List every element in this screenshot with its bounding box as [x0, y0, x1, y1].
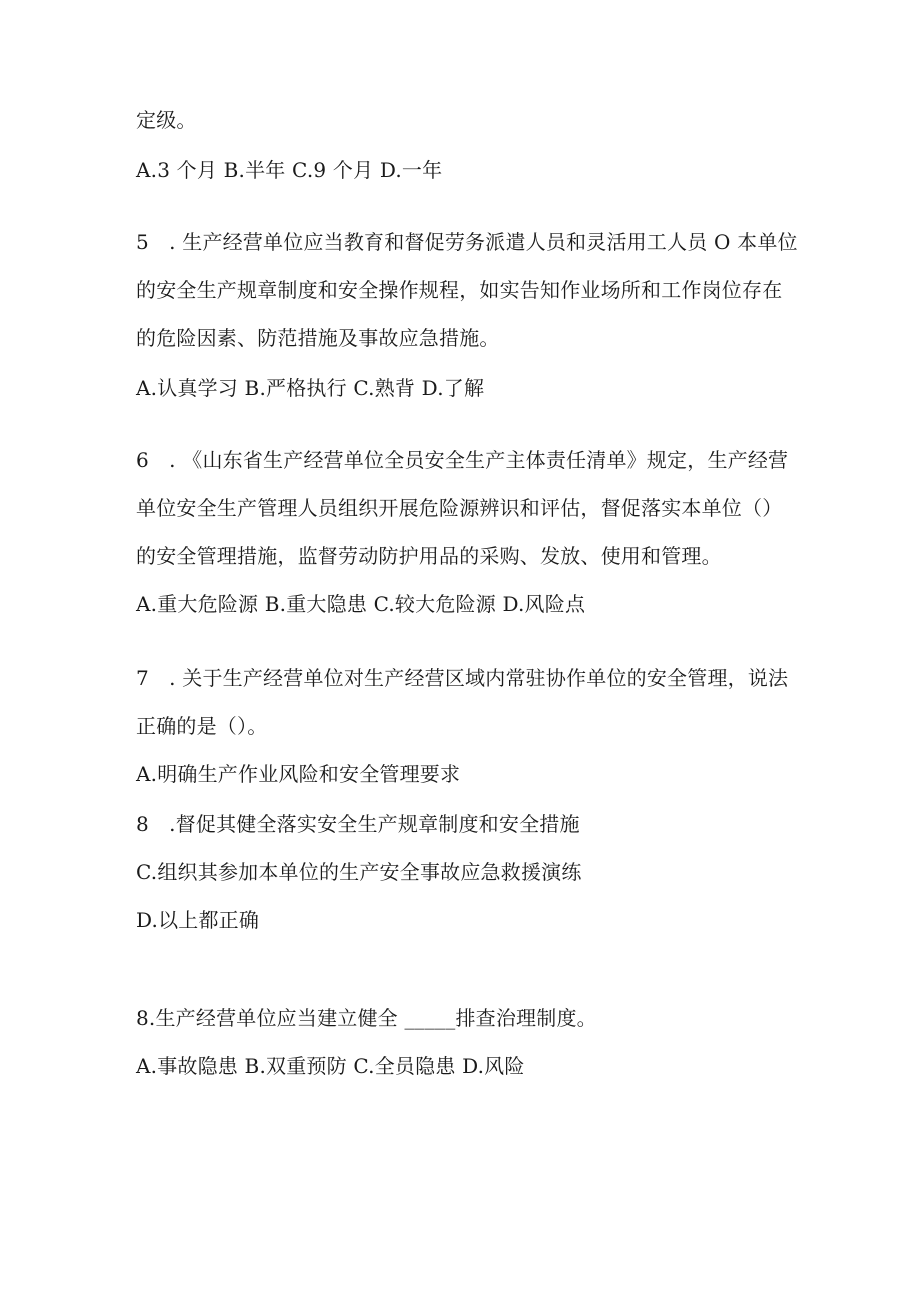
question-6-text-line-2: 单位安全生产管理人员组织开展危险源辨识和评估，督促落实本单位（） — [136, 496, 783, 520]
question-7-text-line-2: 正确的是（）。 — [136, 714, 268, 738]
question-6-text-line-1: 6 . 《山东省生产经营单位全员安全生产主体责任清单》规定，生产经营 — [136, 448, 789, 472]
question-8-text: 8.生产经营单位应当建立健全 _____排查治理制度。 — [136, 1006, 597, 1030]
question-7-text-line-1: 7 . 关于生产经营单位对生产经营区域内常驻协作单位的安全管理，说法 — [136, 666, 789, 690]
text-line-continuation: 定级。 — [136, 108, 197, 132]
question-6-options: A.重大危险源 B.重大隐患 C.较大危险源 D.风险点 — [136, 592, 586, 616]
question-4-options: A.3 个月 B.半年 C.9 个月 D.一年 — [136, 158, 443, 182]
question-5-text-line-1: 5 . 生产经营单位应当教育和督促劳务派遣人员和灵活用工人员 O 本单位 — [136, 230, 798, 254]
question-5-text-line-2: 的安全生产规章制度和安全操作规程，如实告知作业场所和工作岗位存在 — [136, 278, 783, 302]
question-7-option-b: 8 .督促其健全落实安全生产规章制度和安全措施 — [136, 812, 580, 836]
question-7-option-c: C.组织其参加本单位的生产安全事故应急救援演练 — [136, 860, 582, 884]
question-7-option-a: A.明确生产作业风险和安全管理要求 — [136, 762, 461, 786]
question-6-text-line-3: 的安全管理措施，监督劳动防护用品的采购、发放、使用和管理。 — [136, 544, 722, 568]
question-5-options: A.认真学习 B.严格执行 C.熟背 D.了解 — [136, 376, 485, 400]
question-8-options: A.事故隐患 B.双重预防 C.全员隐患 D.风险 — [136, 1054, 525, 1078]
question-7-option-d: D.以上都正确 — [136, 908, 260, 932]
question-5-text-line-3: 的危险因素、防范措施及事故应急措施。 — [136, 326, 500, 350]
